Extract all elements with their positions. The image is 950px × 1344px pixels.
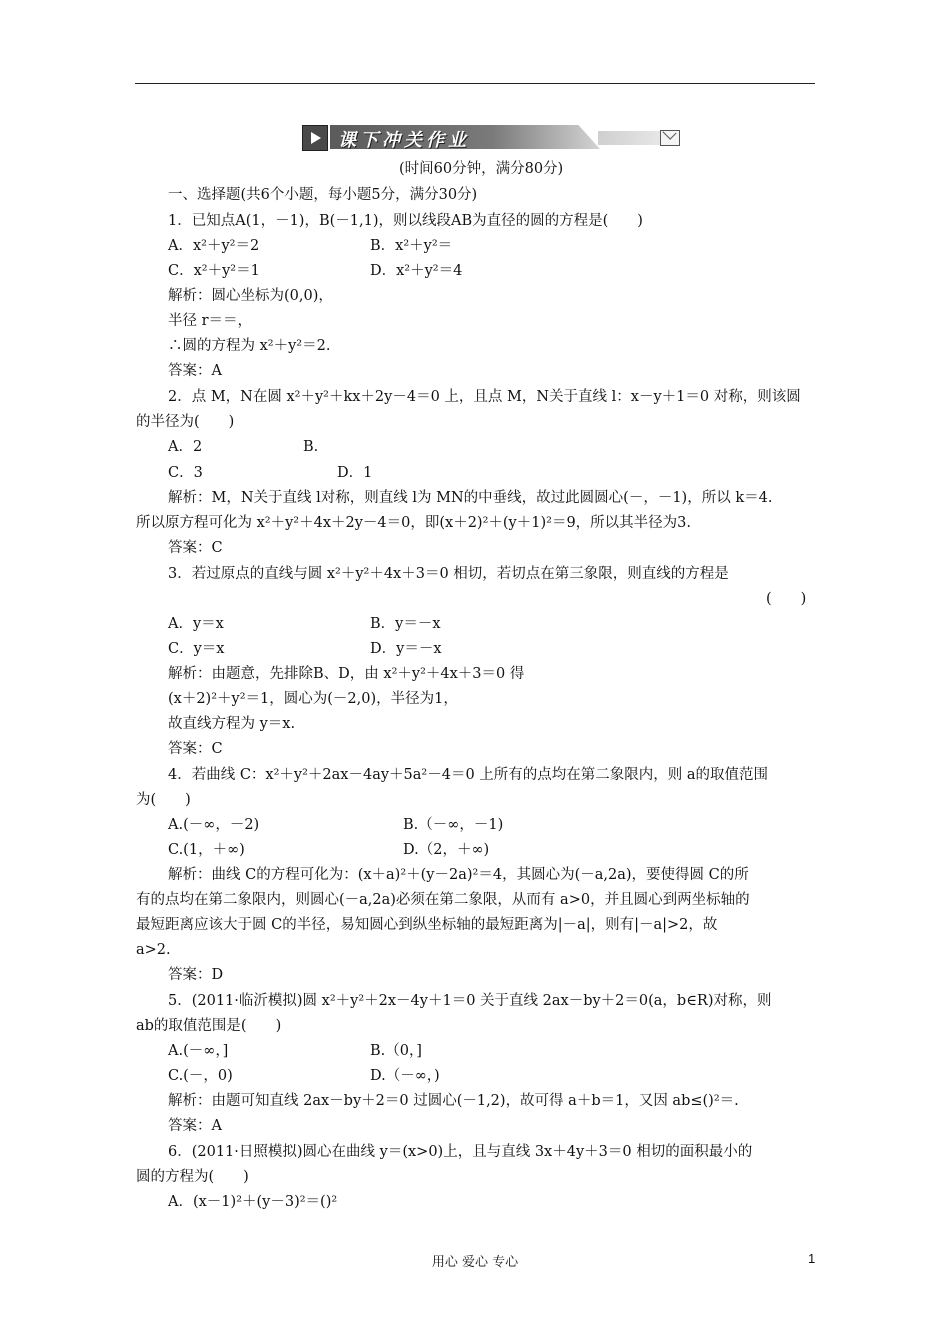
mail-icon xyxy=(660,130,680,146)
q2-option-c: C．3 xyxy=(168,465,203,481)
q6-option-a: A．(x－1)²＋(y－3)²＝()² xyxy=(168,1194,338,1210)
time-subtitle: (时间60分钟，满分80分) xyxy=(399,161,564,177)
q1-stem: 1．已知点A(1，－1)，B(－1,1)，则以线段AB为直径的圆的方程是( ) xyxy=(168,213,643,229)
q4-analysis-3: 最短距离应该大于圆 C的半径，易知圆心到纵坐标轴的最短距离为|－a|，则有|－a|>2，故 xyxy=(136,917,718,933)
q5-option-a: A.(－∞，] xyxy=(168,1043,229,1059)
play-icon xyxy=(302,125,328,151)
q3-option-b: B．y＝－x xyxy=(370,616,441,632)
q4-analysis-1: 解析：曲线 C的方程可化为：(x＋a)²＋(y－2a)²＝4，其圆心为(－a,2a)，要使得圆 C的所 xyxy=(168,867,749,883)
q4-analysis-2: 有的点均在第二象限内，则圆心(－a,2a)必须在第二象限，从而有 a>0，并且圆心到两坐标轴的 xyxy=(136,892,750,908)
q4-analysis-4: a>2. xyxy=(136,942,171,958)
q3-option-c: C．y＝x xyxy=(168,641,225,657)
q3-analysis-2: (x＋2)²＋y²＝1，圆心为(－2,0)，半径为1， xyxy=(168,691,458,707)
q4-answer: 答案：D xyxy=(168,967,224,983)
q1-analysis-2: 半径 r＝＝， xyxy=(168,313,253,329)
q1-analysis-1: 解析：圆心坐标为(0,0)， xyxy=(168,288,333,304)
q3-stem-2: ( ) xyxy=(766,591,807,607)
q6-stem-1: 6．(2011·日照模拟)圆心在曲线 y＝(x>0)上，且与直线 3x＋4y＋3＝0 相切的面积最小的 xyxy=(168,1144,753,1160)
q6-stem-2: 圆的方程为( ) xyxy=(136,1169,249,1185)
q3-stem-1: 3．若过原点的直线与圆 x²＋y²＋4x＋3＝0 相切，若切点在第三象限，则直线的方程是 xyxy=(168,566,729,582)
q3-answer: 答案：C xyxy=(168,741,223,757)
q1-option-c: C．x²＋y²＝1 xyxy=(168,263,260,279)
q5-option-b: B.（0，] xyxy=(370,1043,422,1059)
page-number: 1 xyxy=(808,1251,816,1266)
q5-answer: 答案：A xyxy=(168,1118,222,1134)
q4-option-c: C.(1，＋∞) xyxy=(168,842,245,858)
q5-stem-2: ab的取值范围是( ) xyxy=(136,1018,282,1034)
q1-option-a: A．x²＋y²＝2 xyxy=(168,238,260,254)
section-heading: 一、选择题(共6个小题，每小题5分，满分30分) xyxy=(168,187,478,203)
q1-option-b: B．x²＋y²＝ xyxy=(370,238,453,254)
q4-option-d: D.（2，＋∞) xyxy=(403,842,490,858)
q1-option-d: D．x²＋y²＝4 xyxy=(370,263,463,279)
footer-motto: 用心 爱心 专心 xyxy=(431,1255,519,1270)
q4-option-a: A.(－∞，－2) xyxy=(168,817,260,833)
q2-analysis-1: 解析：M，N关于直线 l对称，则直线 l为 MN的中垂线，故过此圆圆心(－，－1)，所以 k＝4. xyxy=(168,490,773,506)
q3-analysis-1: 解析：由题意，先排除B、D，由 x²＋y²＋4x＋3＝0 得 xyxy=(168,666,525,682)
q2-option-d: D．1 xyxy=(337,465,373,481)
q5-stem-1: 5．(2011·临沂模拟)圆 x²＋y²＋2x－4y＋1＝0 关于直线 2ax－by＋2＝0(a，b∈R)对称，则 xyxy=(168,993,772,1009)
q3-analysis-3: 故直线方程为 y＝x. xyxy=(168,716,296,732)
q2-analysis-2: 所以原方程可化为 x²＋y²＋4x＋2y－4＝0，即(x＋2)²＋(y＋1)²＝9，所以其半径为3. xyxy=(136,515,692,531)
q5-option-c: C.(－，0) xyxy=(168,1068,233,1084)
q4-stem-2: 为( ) xyxy=(136,792,191,808)
q1-analysis-3: ∴圆的方程为 x²＋y²＝2. xyxy=(168,338,331,354)
header-rule xyxy=(135,83,815,84)
q2-option-b: B. xyxy=(303,439,319,455)
section-banner xyxy=(302,125,682,151)
q1-answer: 答案：A xyxy=(168,363,222,379)
q4-option-b: B.（－∞，－1) xyxy=(403,817,504,833)
q2-stem-2: 的半径为( ) xyxy=(136,414,235,430)
q5-option-d: D.（－∞，) xyxy=(370,1068,440,1084)
banner-title: 课下冲关作业 xyxy=(338,130,470,151)
q2-answer: 答案：C xyxy=(168,540,223,556)
q3-option-d: D．y＝－x xyxy=(370,641,442,657)
q2-option-a: A．2 xyxy=(168,439,203,455)
q4-stem-1: 4．若曲线 C：x²＋y²＋2ax－4ay＋5a²－4＝0 上所有的点均在第二象限内，则 a的取值范围 xyxy=(168,767,769,783)
q5-analysis: 解析：由题可知直线 2ax－by＋2＝0 过圆心(－1,2)，故可得 a＋b＝1，又因 ab≤()²＝. xyxy=(168,1093,739,1109)
q2-stem-1: 2．点 M，N在圆 x²＋y²＋kx＋2y－4＝0 上，且点 M，N关于直线 l：x－y＋1＝0 对称，则该圆 xyxy=(168,389,801,405)
q3-option-a: A．y＝x xyxy=(168,616,224,632)
